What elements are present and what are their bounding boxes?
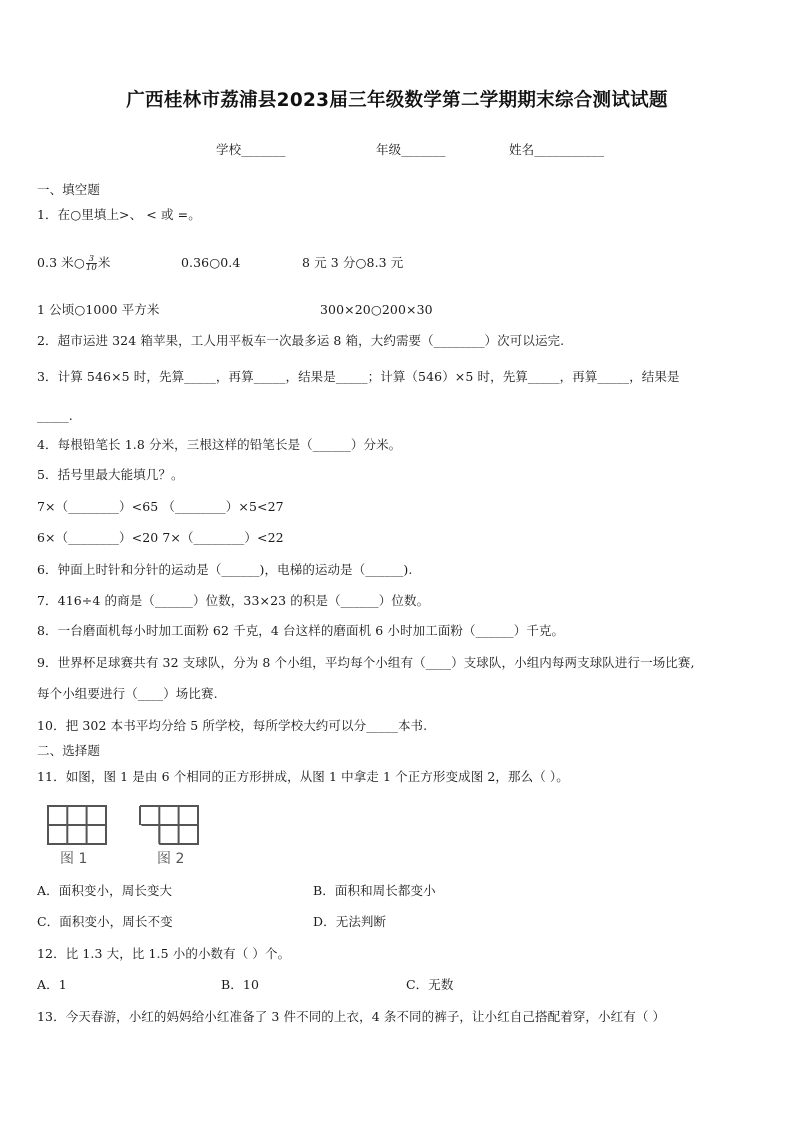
page-title: 广西桂林市荔浦县2023届三年级数学第二学期期末综合测试试题	[126, 90, 668, 111]
section-fill-blank-heading: 一、填空题	[37, 182, 101, 197]
question-2: 2．超市运进 324 箱苹果，工人用平板车一次最多运 8 箱，大约需要（________）次可以运完.	[37, 333, 565, 348]
q11-figures	[38, 800, 208, 870]
q11-option-d: D．无法判断	[313, 914, 387, 929]
question-6: 6．钟面上时针和分针的运动是（______)，电梯的运动是（______).	[37, 562, 413, 577]
fraction-denominator: 10	[85, 263, 97, 273]
question-13: 13．今天春游，小红的妈妈给小红准备了 3 件不同的上衣，4 条不同的裤子，让小红自己搭配着穿，小红有（ ）	[37, 1009, 666, 1024]
q11-option-a: A．面积变小，周长变大	[37, 883, 173, 898]
figure-1-label: 图 1	[60, 851, 88, 867]
name-field: 姓名___________	[509, 142, 605, 157]
section-choice-heading: 二、选择题	[37, 743, 101, 758]
question-9-line-2: 每个小组要进行（____）场比赛.	[37, 686, 218, 701]
q1-compare-b: 0.36○0.4	[181, 255, 241, 270]
figure-1-grid	[48, 806, 106, 844]
school-field: 学校_______	[216, 142, 286, 157]
q11-option-b: B．面积和周长都变小	[313, 883, 436, 898]
question-4: 4．每根铅笔长 1.8 分米，三根这样的铅笔长是（______）分米。	[37, 437, 402, 452]
fraction	[86, 255, 97, 272]
removed-square	[141, 826, 158, 843]
figure-2-notch	[140, 806, 159, 825]
q1-compare-a	[37, 255, 111, 272]
figure-2-label: 图 2	[157, 851, 185, 867]
question-12: 12．比 1.3 大，比 1.5 小的小数有（ ）个。	[37, 946, 291, 961]
question-1: 1．在○里填上>、 < 或 =。	[37, 207, 201, 222]
grade-field: 年级_______	[376, 142, 446, 157]
q12-option-b: B．10	[221, 977, 259, 992]
q12-option-c: C．无数	[406, 977, 454, 992]
q1-compare-e: 300×20○200×30	[320, 302, 433, 317]
q1-compare-a-left: 0.3 米○	[37, 255, 85, 270]
q1-compare-d: 1 公顷○1000 平方米	[37, 302, 160, 317]
q1-compare-c: 8 元 3 分○8.3 元	[302, 255, 404, 270]
q11-option-c: C．面积变小，周长不变	[37, 914, 173, 929]
q1-compare-a-right: 米	[97, 255, 111, 270]
question-3-line-2: _____.	[37, 408, 73, 423]
question-5: 5．括号里最大能填几？。	[37, 467, 184, 482]
q12-option-a: A．1	[37, 977, 67, 992]
question-7: 7．416÷4 的商是（______）位数，33×23 的积是（______）位数。	[37, 593, 430, 608]
question-9-line-1: 9．世界杯足球赛共有 32 支球队，分为 8 个小组，平均每个小组有（____）支球队，小组内每两支球队进行一场比赛,	[37, 655, 695, 670]
fraction-numerator: 3	[86, 255, 97, 264]
q5-line-2: 6×（________）<20 7×（________）<22	[37, 530, 284, 545]
q5-line-1: 7×（________）<65 （________）×5<27	[37, 499, 284, 514]
question-3-line-1: 3．计算 546×5 时，先算_____，再算_____，结果是_____；计算（546）×5 时，先算_____，再算_____，结果是	[37, 369, 680, 384]
question-11: 11．如图，图 1 是由 6 个相同的正方形拼成，从图 1 中拿走 1 个正方形变成图 2，那么（ ）。	[37, 769, 569, 784]
question-8: 8．一台磨面机每小时加工面粉 62 千克，4 台这样的磨面机 6 小时加工面粉（______）千克。	[37, 623, 565, 638]
question-10: 10．把 302 本书平均分给 5 所学校，每所学校大约可以分_____本书.	[37, 718, 428, 733]
